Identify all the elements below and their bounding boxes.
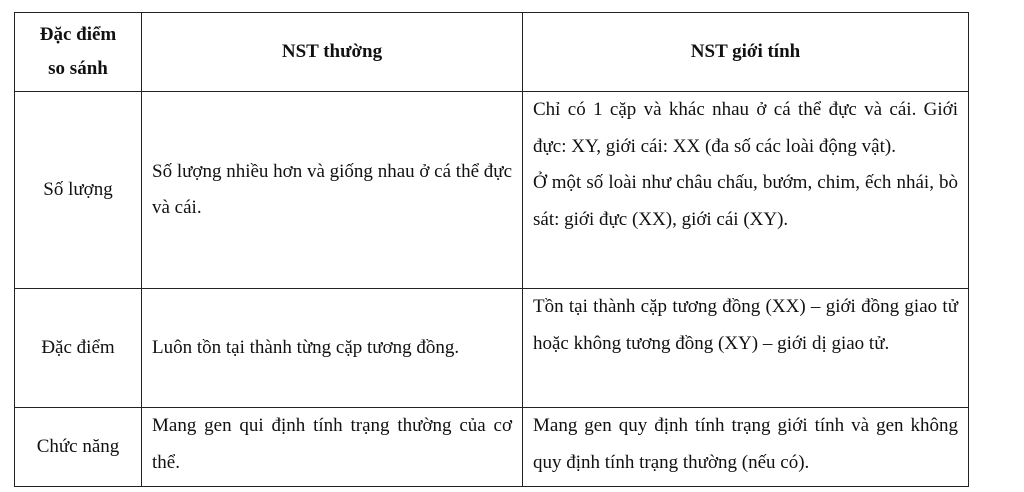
cell-normal-characteristics [142,289,523,408]
text-normal-quantity: Số lượng nhiều hơn và giống nhau ở cá thể đực và cái. [152,160,512,218]
cell-sex-characteristics [523,289,969,408]
text-normal-function: Mang gen qui định tính trạng thường của cơ thể. [152,415,512,473]
cell-normal-quantity [142,92,523,289]
cell-normal-function [142,408,523,487]
header-criteria-line-2: so sánh [48,58,108,79]
text-sex-characteristics: Tồn tại thành cặp tương đồng (XX) – giới đồng giao tử hoặc không tương đồng (XY) – giới dị giao tử. [533,296,958,354]
header-criteria-line-1: Đặc điểm [39,24,117,45]
cell-sex-function [523,408,969,487]
row-function [15,408,969,487]
cell-sex-quantity [523,92,969,289]
text-sex-function: Mang gen quy định tính trạng giới tính và gen không quy định tính trạng thường (nếu có). [533,415,958,473]
text-sex-quantity-paragraph-2: Ở một số loài như châu chấu, bướm, chim, ếch nhái, bò sát: giới đực (XX), giới cái (XY). [533,172,958,230]
header-comparison-criteria [15,13,142,92]
text-sex-quantity-paragraph-1: Chỉ có 1 cặp và khác nhau ở cá thể đực và cái. Giới đực: XY, giới cái: XX (đa số các loài động vật). [533,99,958,157]
header-row [15,13,969,92]
text-normal-characteristics: Luôn tồn tại thành từng cặp tương đồng. [152,336,460,358]
row-label-characteristics: Đặc điểm [15,289,142,408]
header-normal-chromosome: NST thường [142,13,523,92]
row-characteristics [15,289,969,408]
row-quantity [15,92,969,289]
header-sex-chromosome: NST giới tính [523,13,969,92]
row-label-function: Chức năng [15,408,142,487]
row-label-quantity: Số lượng [15,92,142,289]
comparison-table [14,12,969,487]
